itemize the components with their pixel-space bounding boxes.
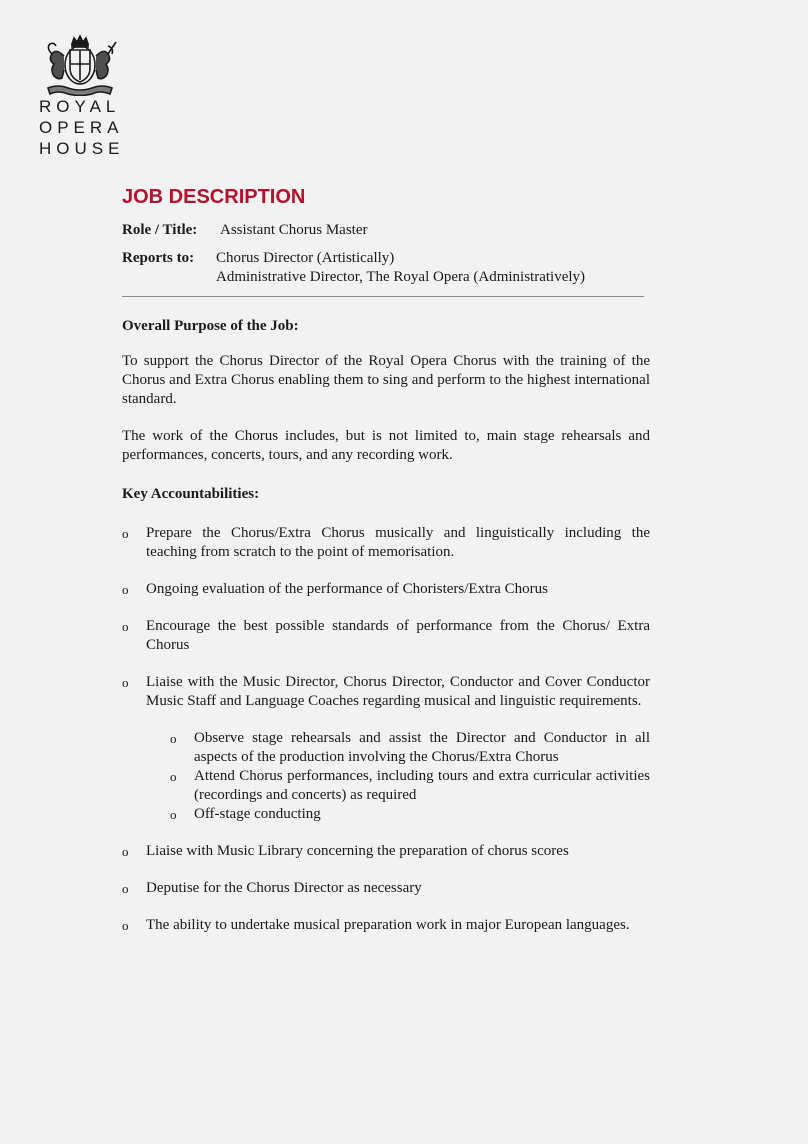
list-item: [122, 879, 650, 898]
bullet-icon: o: [122, 675, 129, 690]
sub-accountabilities-list: [170, 729, 650, 824]
purpose-paragraph: The work of the Chorus includes, but is not limited to, main stage rehearsals and performances, concerts, tours, and any recording work.: [122, 428, 650, 463]
list-item-text: Liaise with the Music Director, Chorus Director, Conductor and Cover Conductor Music Staff and Language Coaches regarding musical and linguistic requirements.: [146, 674, 650, 709]
reports-to-value: Chorus Director (Artistically): [216, 250, 395, 266]
list-item: [122, 617, 650, 655]
logo-line-royal: ROYAL: [39, 97, 121, 116]
reports-to-value: Administrative Director, The Royal Opera (Administratively): [216, 269, 586, 285]
sub-list-item-text: Off-stage conducting: [194, 806, 321, 822]
bullet-icon: o: [170, 769, 177, 784]
list-item: [122, 673, 650, 824]
sub-list-item-text: Observe stage rehearsals and assist the Director and Conductor in all aspects of the production involving the Chorus/Extra Chorus: [194, 730, 650, 765]
purpose-heading: Overall Purpose of the Job:: [122, 318, 299, 334]
bullet-icon: o: [170, 807, 177, 822]
role-row: [122, 221, 650, 240]
accountabilities-list: [122, 524, 650, 935]
list-item-text: Deputise for the Chorus Director as necessary: [146, 880, 422, 896]
list-item: [122, 524, 650, 562]
page-title: JOB DESCRIPTION: [122, 186, 306, 208]
list-item-text: The ability to undertake musical preparation work in major European languages.: [146, 917, 630, 933]
bullet-icon: o: [122, 881, 129, 896]
logo-wordmark: [39, 96, 124, 159]
list-item-text: Ongoing evaluation of the performance of Choristers/Extra Chorus: [146, 581, 548, 597]
sub-list-item: [170, 767, 650, 805]
logo-line-opera: OPERA: [39, 118, 124, 137]
bullet-icon: o: [122, 619, 129, 634]
bullet-icon: o: [122, 582, 129, 597]
reports-to-label: Reports to:: [122, 250, 195, 266]
list-item-text: Prepare the Chorus/Extra Chorus musically and linguistically including the teaching from scratch to the point of memorisation.: [146, 525, 650, 560]
purpose-paragraph: To support the Chorus Director of the Royal Opera Chorus with the training of the Chorus and Extra Chorus enabling them to sing and perform to the highest international standard.: [122, 353, 650, 407]
list-item: [122, 842, 650, 861]
job-description-content: [122, 183, 650, 953]
bullet-icon: o: [122, 526, 129, 541]
list-item: [122, 580, 650, 599]
sub-list-item: [170, 729, 650, 767]
reports-to-row: [122, 249, 650, 287]
bullet-icon: o: [122, 918, 129, 933]
royal-coat-of-arms-icon: [38, 34, 122, 96]
logo-line-house: HOUSE: [39, 139, 125, 158]
sub-list-item-text: Attend Chorus performances, including tours and extra curricular activities (recordings and concerts) as required: [194, 768, 650, 803]
reports-to-values: [216, 249, 585, 287]
list-item: [122, 916, 650, 935]
bullet-icon: o: [122, 844, 129, 859]
role-label: Role / Title:: [122, 222, 198, 238]
role-value: Assistant Chorus Master: [220, 222, 368, 238]
list-item-text: Encourage the best possible standards of performance from the Chorus/ Extra Chorus: [146, 618, 650, 653]
divider: [122, 296, 644, 297]
bullet-icon: o: [170, 731, 177, 746]
accountabilities-heading: Key Accountabilities:: [122, 486, 260, 502]
sub-list-item: [170, 805, 650, 824]
list-item-text: Liaise with Music Library concerning the preparation of chorus scores: [146, 843, 569, 859]
